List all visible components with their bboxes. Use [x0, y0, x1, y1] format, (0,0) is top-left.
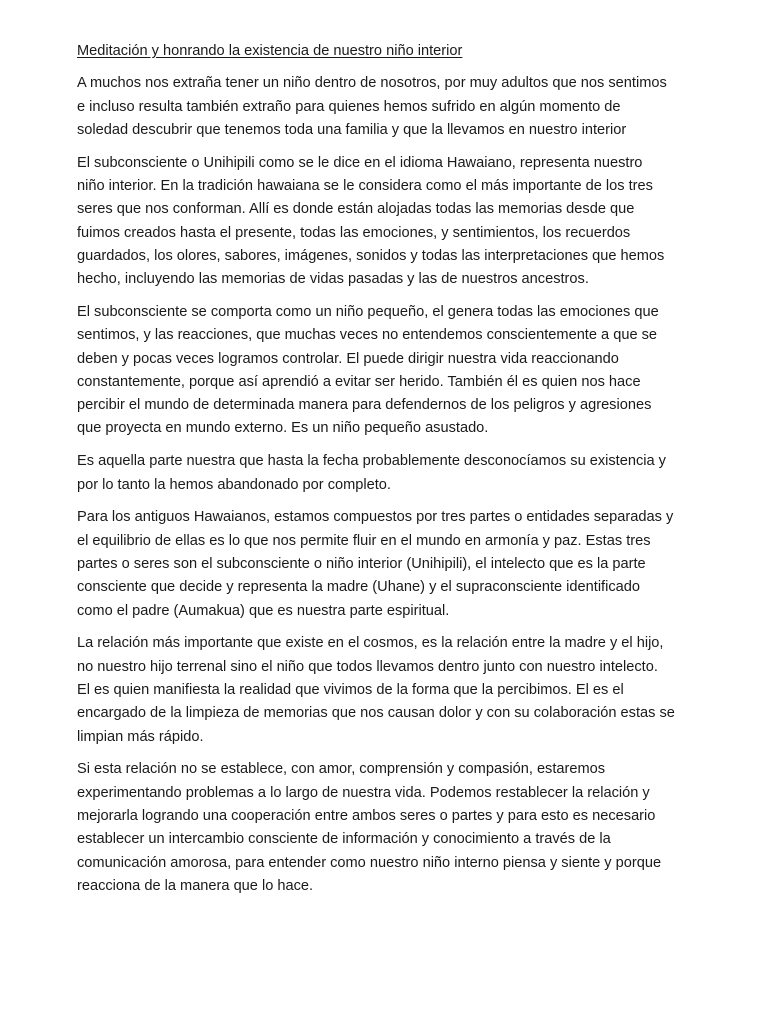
paragraph-line: mejorarla logrando una cooperación entre ambos seres o partes y para esto es necesario	[77, 807, 656, 824]
paragraph	[77, 152, 702, 292]
paragraph-line: establecer un intercambio consciente de información y conocimiento a través de la	[77, 831, 611, 848]
paragraph-line: Es aquella parte nuestra que hasta la fecha probablemente desconocíamos su existencia y	[77, 453, 666, 470]
paragraph-line: deben y pocas veces logramos controlar. El puede dirigir nuestra vida reaccionando	[77, 350, 619, 367]
document-body	[77, 40, 702, 908]
paragraph-line: encargado de la limpieza de memorias que nos causan dolor y con su colaboración estas se	[77, 705, 675, 722]
paragraph-line: El subconsciente o Unihipili como se le dice en el idioma Hawaiano, representa nuestro	[77, 154, 643, 171]
paragraph-line: comunicación amorosa, para entender como nuestro niño interno piensa y siente y porque	[77, 854, 662, 871]
paragraph-line: fuimos creados hasta el presente, todas las emociones, y sentimientos, los recuerdos	[77, 224, 631, 241]
paragraph	[77, 301, 702, 441]
paragraph-line: sentimos, y las reacciones, que muchas veces no entendemos conscientemente a que se	[77, 327, 658, 344]
paragraph-line: experimentando problemas a lo largo de nuestra vida. Podemos restablecer la relación y	[77, 784, 650, 801]
paragraph-line: percibir el mundo de determinada manera para defendernos de los peligros y agresiones	[77, 397, 652, 414]
paragraph-line: partes o seres son el subconsciente o niño interior (Unihipili), el intelecto que es la parte	[77, 555, 646, 572]
document-title: Meditación y honrando la existencia de nuestro niño interior	[77, 43, 463, 59]
paragraph-line: hecho, incluyendo las memorias de vidas pasadas y las de nuestros ancestros.	[77, 271, 589, 288]
paragraph-line: La relación más importante que existe en el cosmos, es la relación entre la madre y el hijo,	[77, 635, 664, 652]
paragraph-line: Para los antiguos Hawaianos, estamos compuestos por tres partes o entidades separadas y	[77, 509, 674, 526]
paragraph-line: A muchos nos extraña tener un niño dentro de nosotros, por muy adultos que nos sentimos	[77, 75, 667, 92]
paragraph-line: El subconsciente se comporta como un niño pequeño, el genera todas las emociones que	[77, 303, 659, 320]
paragraph-line: Si esta relación no se establece, con amor, comprensión y compasión, estaremos	[77, 761, 606, 778]
paragraph-line: niño interior. En la tradición hawaiana se le considera como el más importante de los tres	[77, 177, 653, 194]
paragraph-line: el equilibrio de ellas es lo que nos permite fluir en el mundo en armonía y paz. Estas tres	[77, 532, 651, 549]
paragraph	[77, 758, 702, 898]
paragraph-line: que proyecta en mundo externo. Es un niño pequeño asustado.	[77, 420, 489, 437]
paragraph	[77, 72, 702, 142]
paragraph-line: constantemente, porque así aprendió a evitar ser herido. También él es quien nos hace	[77, 373, 641, 390]
paragraph-line: guardados, los olores, sabores, imágenes, sonidos y todas las interpretaciones que hemos	[77, 247, 665, 264]
paragraph-line: limpian más rápido.	[77, 728, 204, 745]
paragraph-line: como el padre (Aumakua) que es nuestra parte espiritual.	[77, 602, 450, 619]
paragraph	[77, 506, 702, 622]
paragraph-line: reacciona de la manera que lo hace.	[77, 877, 314, 894]
paragraph	[77, 632, 702, 748]
paragraph-line: El es quien manifiesta la realidad que vivimos de la forma que la percibimos. El es el	[77, 681, 624, 698]
paragraph	[77, 450, 702, 497]
paragraph-line: soledad descubrir que tenemos toda una familia y que la llevamos en nuestro interior	[77, 121, 627, 138]
paragraph-list	[77, 72, 702, 898]
paragraph-line: por lo tanto la hemos abandonado por completo.	[77, 476, 391, 493]
paragraph-line: seres que nos conforman. Allí es donde están alojadas todas las memorias desde que	[77, 201, 635, 218]
paragraph-line: e incluso resulta también extraño para quienes hemos sufrido en algún momento de	[77, 98, 621, 115]
paragraph-line: no nuestro hijo terrenal sino el niño que todos llevamos dentro junto con nuestro intelecto.	[77, 658, 658, 675]
paragraph-line: consciente que decide y representa la madre (Uhane) y el supraconsciente identificado	[77, 579, 640, 596]
